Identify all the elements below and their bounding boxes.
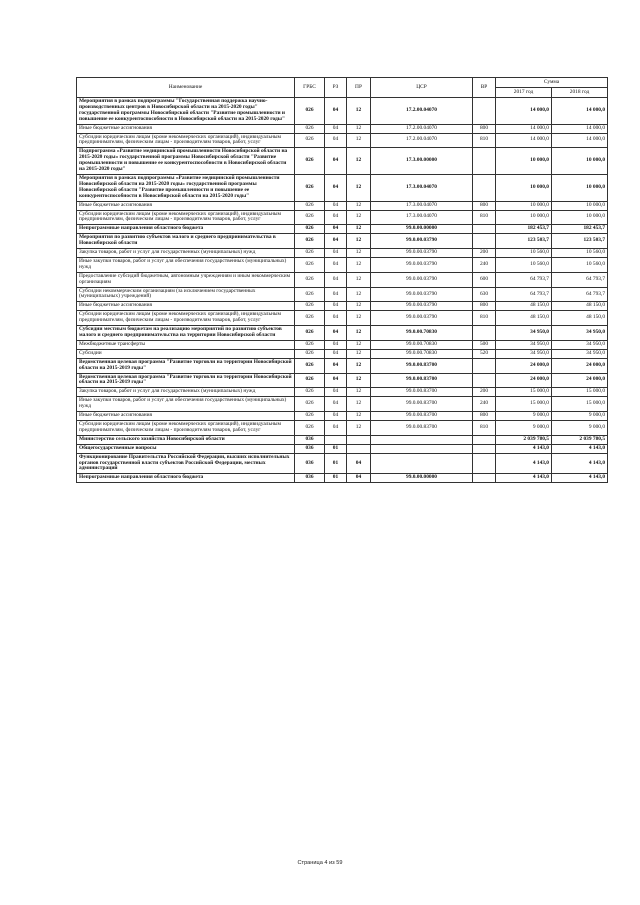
cell-vr xyxy=(473,234,496,249)
cell-vr xyxy=(473,98,496,125)
cell-s2017: 10 000,0 xyxy=(496,210,552,225)
cell-name: Субсидии некоммерческим организациям (за исключением государственных (муниципальных) учреждений) xyxy=(77,287,295,302)
cell-vr: 240 xyxy=(473,397,496,412)
cell-grbs: 026 xyxy=(295,349,325,358)
cell-pr: 12 xyxy=(347,397,371,412)
cell-vr: 520 xyxy=(473,349,496,358)
cell-name: Министерство сельского хозяйства Новосибирской области xyxy=(77,435,295,444)
cell-s2018: 48 150,0 xyxy=(552,302,608,311)
cell-rz: 04 xyxy=(325,234,347,249)
cell-rz: 04 xyxy=(325,388,347,397)
cell-name: Субсидии местным бюджетам на реализацию мероприятий по развитию субъектов малого и среднего предпринимательства на территории Новосибирской области xyxy=(77,326,295,341)
cell-csr: 99.0.00.03790 xyxy=(371,249,473,258)
cell-grbs: 026 xyxy=(295,124,325,133)
header-csr: ЦСР xyxy=(371,78,473,98)
cell-s2018: 34 950,0 xyxy=(552,326,608,341)
cell-s2017: 10 000,0 xyxy=(496,201,552,210)
cell-rz: 04 xyxy=(325,420,347,435)
cell-vr: 800 xyxy=(473,412,496,421)
cell-csr: 99.0.00.83700 xyxy=(371,388,473,397)
cell-csr: 99.0.00.03790 xyxy=(371,287,473,302)
cell-s2017: 34 950,0 xyxy=(496,349,552,358)
cell-csr: 99.0.00.00000 xyxy=(371,225,473,234)
table-row xyxy=(77,148,608,175)
cell-s2018: 14 000,0 xyxy=(552,133,608,148)
cell-s2018: 10 000,0 xyxy=(552,174,608,201)
cell-name: Непрограммные направления областного бюджета xyxy=(77,225,295,234)
table-row xyxy=(77,287,608,302)
cell-grbs: 036 xyxy=(295,474,325,483)
cell-s2017: 15 000,0 xyxy=(496,397,552,412)
cell-grbs: 026 xyxy=(295,257,325,272)
cell-s2017: 34 950,0 xyxy=(496,340,552,349)
cell-grbs: 026 xyxy=(295,174,325,201)
cell-s2017: 24 000,0 xyxy=(496,358,552,373)
cell-vr: 600 xyxy=(473,272,496,287)
cell-csr xyxy=(371,444,473,453)
cell-grbs: 036 xyxy=(295,453,325,474)
cell-pr: 12 xyxy=(347,340,371,349)
cell-vr: 200 xyxy=(473,249,496,258)
cell-s2018: 4 143,0 xyxy=(552,474,608,483)
cell-s2018: 182 453,7 xyxy=(552,225,608,234)
cell-grbs: 026 xyxy=(295,311,325,326)
cell-grbs: 026 xyxy=(295,201,325,210)
table-row xyxy=(77,311,608,326)
cell-s2018: 4 143,0 xyxy=(552,444,608,453)
cell-rz: 04 xyxy=(325,133,347,148)
cell-grbs: 026 xyxy=(295,397,325,412)
header-2017: 2017 год xyxy=(496,88,552,98)
cell-vr xyxy=(473,326,496,341)
cell-grbs: 026 xyxy=(295,412,325,421)
cell-pr: 12 xyxy=(347,412,371,421)
cell-s2017: 4 143,0 xyxy=(496,474,552,483)
cell-name: Иные бюджетные ассигнования xyxy=(77,302,295,311)
table-row xyxy=(77,474,608,483)
cell-s2017: 14 000,0 xyxy=(496,133,552,148)
cell-s2017: 10 000,0 xyxy=(496,148,552,175)
cell-s2017: 9 000,0 xyxy=(496,412,552,421)
cell-vr xyxy=(473,453,496,474)
cell-grbs: 026 xyxy=(295,287,325,302)
cell-s2018: 15 000,0 xyxy=(552,388,608,397)
header-vr: ВР xyxy=(473,78,496,98)
cell-pr: 04 xyxy=(347,453,371,474)
table-row xyxy=(77,210,608,225)
budget-table xyxy=(76,77,608,483)
cell-csr: 99.0.00.70830 xyxy=(371,349,473,358)
cell-rz: 04 xyxy=(325,311,347,326)
cell-rz: 04 xyxy=(325,210,347,225)
cell-s2017: 123 503,7 xyxy=(496,234,552,249)
table-row xyxy=(77,349,608,358)
cell-name: Субсидии юридическим лицам (кроме некоммерческих организаций), индивидуальным предпринимателям, физическим лицам - производителям товаров, работ, услуг xyxy=(77,210,295,225)
cell-grbs: 026 xyxy=(295,98,325,125)
cell-name: Функционирование Правительства Российской Федерации, высших исполнительных органов государственной власти субъектов Российской Федерации, местных администраций xyxy=(77,453,295,474)
header-name: Наименование xyxy=(77,78,295,98)
cell-vr xyxy=(473,435,496,444)
cell-grbs: 026 xyxy=(295,388,325,397)
cell-rz xyxy=(325,435,347,444)
cell-name: Мероприятия в рамках подпрограммы «Развитие медицинской промышленности Новосибирской области на 2015-2020 годы» государственной программы Новосибирской области "Развитие промышленности и повышение ее конкурентоспособности в Новосибирской области на 2015-2020 годы" xyxy=(77,174,295,201)
cell-csr: 17.3.00.04070 xyxy=(371,174,473,201)
cell-pr: 04 xyxy=(347,474,371,483)
cell-grbs: 026 xyxy=(295,210,325,225)
cell-rz: 04 xyxy=(325,302,347,311)
header-grbs: ГРБС xyxy=(295,78,325,98)
cell-rz: 04 xyxy=(325,174,347,201)
cell-pr: 12 xyxy=(347,225,371,234)
cell-vr: 800 xyxy=(473,124,496,133)
cell-rz: 04 xyxy=(325,397,347,412)
cell-rz: 04 xyxy=(325,287,347,302)
cell-s2017: 182 453,7 xyxy=(496,225,552,234)
cell-pr: 12 xyxy=(347,174,371,201)
table-row xyxy=(77,397,608,412)
header-pr: ПР xyxy=(347,78,371,98)
header-rz: РЗ xyxy=(325,78,347,98)
cell-name: Субсидии юридическим лицам (кроме некоммерческих организаций), индивидуальным предпринимателям, физическим лицам - производителям товаров, работ, услуг xyxy=(77,311,295,326)
cell-s2017: 24 000,0 xyxy=(496,373,552,388)
cell-csr xyxy=(371,453,473,474)
cell-name: Закупка товаров, работ и услуг для государственных (муниципальных) нужд xyxy=(77,249,295,258)
cell-s2017: 2 039 780,5 xyxy=(496,435,552,444)
header-sum: Сумма xyxy=(496,78,608,88)
cell-name: Субсидии юридическим лицам (кроме некоммерческих организаций), индивидуальным предпринимателям, физическим лицам - производителям товаров, работ, услуг xyxy=(77,420,295,435)
cell-grbs: 026 xyxy=(295,249,325,258)
cell-s2017: 14 000,0 xyxy=(496,98,552,125)
cell-pr: 12 xyxy=(347,388,371,397)
cell-csr: 17.3.00.04070 xyxy=(371,210,473,225)
cell-rz: 04 xyxy=(325,326,347,341)
cell-rz: 04 xyxy=(325,340,347,349)
cell-s2018: 34 950,0 xyxy=(552,349,608,358)
cell-rz: 04 xyxy=(325,249,347,258)
cell-vr xyxy=(473,444,496,453)
table-row xyxy=(77,358,608,373)
cell-name: Иные бюджетные ассигнования xyxy=(77,201,295,210)
cell-s2018: 10 000,0 xyxy=(552,148,608,175)
cell-name: Иные бюджетные ассигнования xyxy=(77,124,295,133)
cell-s2017: 10 560,0 xyxy=(496,257,552,272)
cell-name: Предоставление субсидий бюджетным, автономным учреждениям и иным некоммерческим организациям xyxy=(77,272,295,287)
cell-csr: 99.0.00.70830 xyxy=(371,340,473,349)
cell-s2018: 10 000,0 xyxy=(552,210,608,225)
cell-csr: 17.2.00.04070 xyxy=(371,98,473,125)
cell-name: Иные закупки товаров, работ и услуг для обеспечения государственных (муниципальных) нужд xyxy=(77,397,295,412)
table-row xyxy=(77,98,608,125)
cell-s2018: 9 000,0 xyxy=(552,412,608,421)
cell-s2017: 10 000,0 xyxy=(496,174,552,201)
table-row xyxy=(77,444,608,453)
cell-csr: 99.0.00.83700 xyxy=(371,412,473,421)
cell-pr: 12 xyxy=(347,373,371,388)
cell-rz: 04 xyxy=(325,98,347,125)
cell-s2018: 10 560,0 xyxy=(552,257,608,272)
cell-s2017: 14 000,0 xyxy=(496,124,552,133)
table-row xyxy=(77,225,608,234)
cell-s2017: 9 000,0 xyxy=(496,420,552,435)
cell-pr: 12 xyxy=(347,358,371,373)
cell-vr: 810 xyxy=(473,420,496,435)
cell-s2017: 4 143,0 xyxy=(496,444,552,453)
cell-vr: 200 xyxy=(473,388,496,397)
cell-csr: 99.0.00.83700 xyxy=(371,358,473,373)
cell-grbs: 026 xyxy=(295,148,325,175)
cell-rz: 04 xyxy=(325,412,347,421)
cell-grbs: 026 xyxy=(295,373,325,388)
cell-pr: 12 xyxy=(347,234,371,249)
table-row xyxy=(77,174,608,201)
cell-vr: 630 xyxy=(473,287,496,302)
cell-grbs: 026 xyxy=(295,272,325,287)
cell-pr: 12 xyxy=(347,257,371,272)
cell-vr xyxy=(473,474,496,483)
cell-grbs: 036 xyxy=(295,444,325,453)
cell-rz: 04 xyxy=(325,148,347,175)
cell-s2018: 15 000,0 xyxy=(552,397,608,412)
table-body xyxy=(77,98,608,483)
cell-s2018: 123 503,7 xyxy=(552,234,608,249)
cell-rz: 04 xyxy=(325,358,347,373)
table-row xyxy=(77,249,608,258)
cell-vr: 800 xyxy=(473,302,496,311)
cell-pr: 12 xyxy=(347,272,371,287)
cell-vr xyxy=(473,373,496,388)
cell-grbs: 026 xyxy=(295,358,325,373)
cell-s2018: 48 150,0 xyxy=(552,311,608,326)
cell-name: Общегосударственные вопросы xyxy=(77,444,295,453)
cell-name: Непрограммные направления областного бюджета xyxy=(77,474,295,483)
table-row xyxy=(77,201,608,210)
cell-pr: 12 xyxy=(347,302,371,311)
table-row xyxy=(77,124,608,133)
cell-rz: 01 xyxy=(325,474,347,483)
cell-vr: 800 xyxy=(473,201,496,210)
cell-csr: 99.0.00.83700 xyxy=(371,373,473,388)
cell-pr xyxy=(347,444,371,453)
cell-vr xyxy=(473,225,496,234)
cell-pr xyxy=(347,435,371,444)
cell-pr: 12 xyxy=(347,124,371,133)
cell-vr: 240 xyxy=(473,257,496,272)
cell-csr: 99.0.00.03790 xyxy=(371,234,473,249)
cell-rz: 04 xyxy=(325,201,347,210)
cell-s2018: 64 793,7 xyxy=(552,287,608,302)
cell-pr: 12 xyxy=(347,98,371,125)
table-row xyxy=(77,272,608,287)
cell-pr: 12 xyxy=(347,287,371,302)
cell-s2017: 48 150,0 xyxy=(496,311,552,326)
table-row xyxy=(77,234,608,249)
cell-csr: 17.2.00.04070 xyxy=(371,133,473,148)
cell-pr: 12 xyxy=(347,201,371,210)
cell-s2017: 64 793,7 xyxy=(496,272,552,287)
cell-name: Иные закупки товаров, работ и услуг для обеспечения государственных (муниципальных) нужд xyxy=(77,257,295,272)
cell-grbs: 026 xyxy=(295,225,325,234)
cell-grbs: 026 xyxy=(295,340,325,349)
cell-name: Иные бюджетные ассигнования xyxy=(77,412,295,421)
cell-vr: 810 xyxy=(473,311,496,326)
table-row xyxy=(77,420,608,435)
cell-s2017: 4 143,0 xyxy=(496,453,552,474)
cell-rz: 01 xyxy=(325,453,347,474)
cell-rz: 01 xyxy=(325,444,347,453)
cell-pr: 12 xyxy=(347,420,371,435)
cell-rz: 04 xyxy=(325,272,347,287)
cell-s2018: 10 560,0 xyxy=(552,249,608,258)
cell-s2018: 9 000,0 xyxy=(552,420,608,435)
cell-vr: 810 xyxy=(473,133,496,148)
cell-grbs: 026 xyxy=(295,302,325,311)
cell-s2017: 34 950,0 xyxy=(496,326,552,341)
cell-csr: 99.0.00.03790 xyxy=(371,311,473,326)
cell-csr: 99.0.00.00000 xyxy=(371,474,473,483)
document-page xyxy=(76,77,607,483)
cell-vr xyxy=(473,148,496,175)
cell-rz: 04 xyxy=(325,373,347,388)
cell-rz: 04 xyxy=(325,257,347,272)
cell-s2017: 10 560,0 xyxy=(496,249,552,258)
cell-grbs: 036 xyxy=(295,435,325,444)
cell-grbs: 026 xyxy=(295,133,325,148)
cell-csr: 99.0.00.83700 xyxy=(371,420,473,435)
cell-name: Межбюджетные трансферты xyxy=(77,340,295,349)
cell-s2018: 14 000,0 xyxy=(552,124,608,133)
cell-csr: 99.0.00.03790 xyxy=(371,257,473,272)
cell-vr: 500 xyxy=(473,340,496,349)
cell-name: Подпрограмма «Развитие медицинской промышленности Новосибирской области на 2015-2020 годы» государственной программы Новосибирской области "Развитие промышленности и повышение ее конкурентоспособности в Новосибирской области на 2015-2020 годы" xyxy=(77,148,295,175)
cell-csr: 17.3.00.04070 xyxy=(371,201,473,210)
cell-pr: 12 xyxy=(347,249,371,258)
cell-s2017: 64 793,7 xyxy=(496,287,552,302)
cell-csr xyxy=(371,435,473,444)
table-row xyxy=(77,326,608,341)
cell-pr: 12 xyxy=(347,133,371,148)
cell-rz: 04 xyxy=(325,225,347,234)
cell-csr: 99.0.00.83700 xyxy=(371,397,473,412)
table-header xyxy=(77,78,608,98)
cell-csr: 99.0.00.03790 xyxy=(371,272,473,287)
cell-csr: 99.0.00.03790 xyxy=(371,302,473,311)
cell-name: Мероприятия по развитию субъектов малого и среднего предпринимательства в Новосибирской области xyxy=(77,234,295,249)
cell-s2017: 48 150,0 xyxy=(496,302,552,311)
cell-s2018: 2 039 780,5 xyxy=(552,435,608,444)
cell-name: Субсидии юридическим лицам (кроме некоммерческих организаций), индивидуальным предпринимателям, физическим лицам - производителям товаров, работ, услуг xyxy=(77,133,295,148)
cell-s2018: 24 000,0 xyxy=(552,373,608,388)
cell-s2018: 14 000,0 xyxy=(552,98,608,125)
cell-s2017: 15 000,0 xyxy=(496,388,552,397)
cell-pr: 12 xyxy=(347,349,371,358)
cell-vr xyxy=(473,358,496,373)
cell-csr: 99.0.00.70830 xyxy=(371,326,473,341)
cell-pr: 12 xyxy=(347,148,371,175)
cell-name: Мероприятия в рамках подпрограммы "Государственная поддержка научно-производственных центров в Новосибирской области на 2015-2020 годы" государственной программы Новосибирской области "Развитие промышленности и повышение ее конкурентоспособности в Новосибирской области на 2015-2020 годы" xyxy=(77,98,295,125)
cell-s2018: 24 000,0 xyxy=(552,358,608,373)
header-2018: 2018 год xyxy=(552,88,608,98)
cell-grbs: 026 xyxy=(295,326,325,341)
table-row xyxy=(77,412,608,421)
page-footer: Страница 4 из 59 xyxy=(297,860,343,866)
table-row xyxy=(77,340,608,349)
cell-grbs: 026 xyxy=(295,234,325,249)
table-row xyxy=(77,257,608,272)
cell-rz: 04 xyxy=(325,349,347,358)
cell-grbs: 026 xyxy=(295,420,325,435)
cell-name: Ведомственная целевая программа "Развитие торговли на территории Новосибирской области на 2015-2019 годы" xyxy=(77,358,295,373)
cell-pr: 12 xyxy=(347,311,371,326)
cell-name: Субсидии xyxy=(77,349,295,358)
cell-s2018: 64 793,7 xyxy=(552,272,608,287)
cell-pr: 12 xyxy=(347,210,371,225)
cell-rz: 04 xyxy=(325,124,347,133)
cell-s2018: 34 950,0 xyxy=(552,340,608,349)
cell-csr: 17.3.00.00000 xyxy=(371,148,473,175)
table-row xyxy=(77,435,608,444)
cell-vr: 810 xyxy=(473,210,496,225)
cell-s2018: 10 000,0 xyxy=(552,201,608,210)
table-row xyxy=(77,453,608,474)
cell-name: Ведомственная целевая программа "Развитие торговли на территории Новосибирской области на 2015-2019 годы" xyxy=(77,373,295,388)
table-row xyxy=(77,388,608,397)
cell-csr: 17.2.00.04070 xyxy=(371,124,473,133)
cell-name: Закупка товаров, работ и услуг для государственных (муниципальных) нужд xyxy=(77,388,295,397)
table-row xyxy=(77,373,608,388)
table-row xyxy=(77,302,608,311)
cell-pr: 12 xyxy=(347,326,371,341)
cell-s2018: 4 143,0 xyxy=(552,453,608,474)
table-row xyxy=(77,133,608,148)
cell-vr xyxy=(473,174,496,201)
